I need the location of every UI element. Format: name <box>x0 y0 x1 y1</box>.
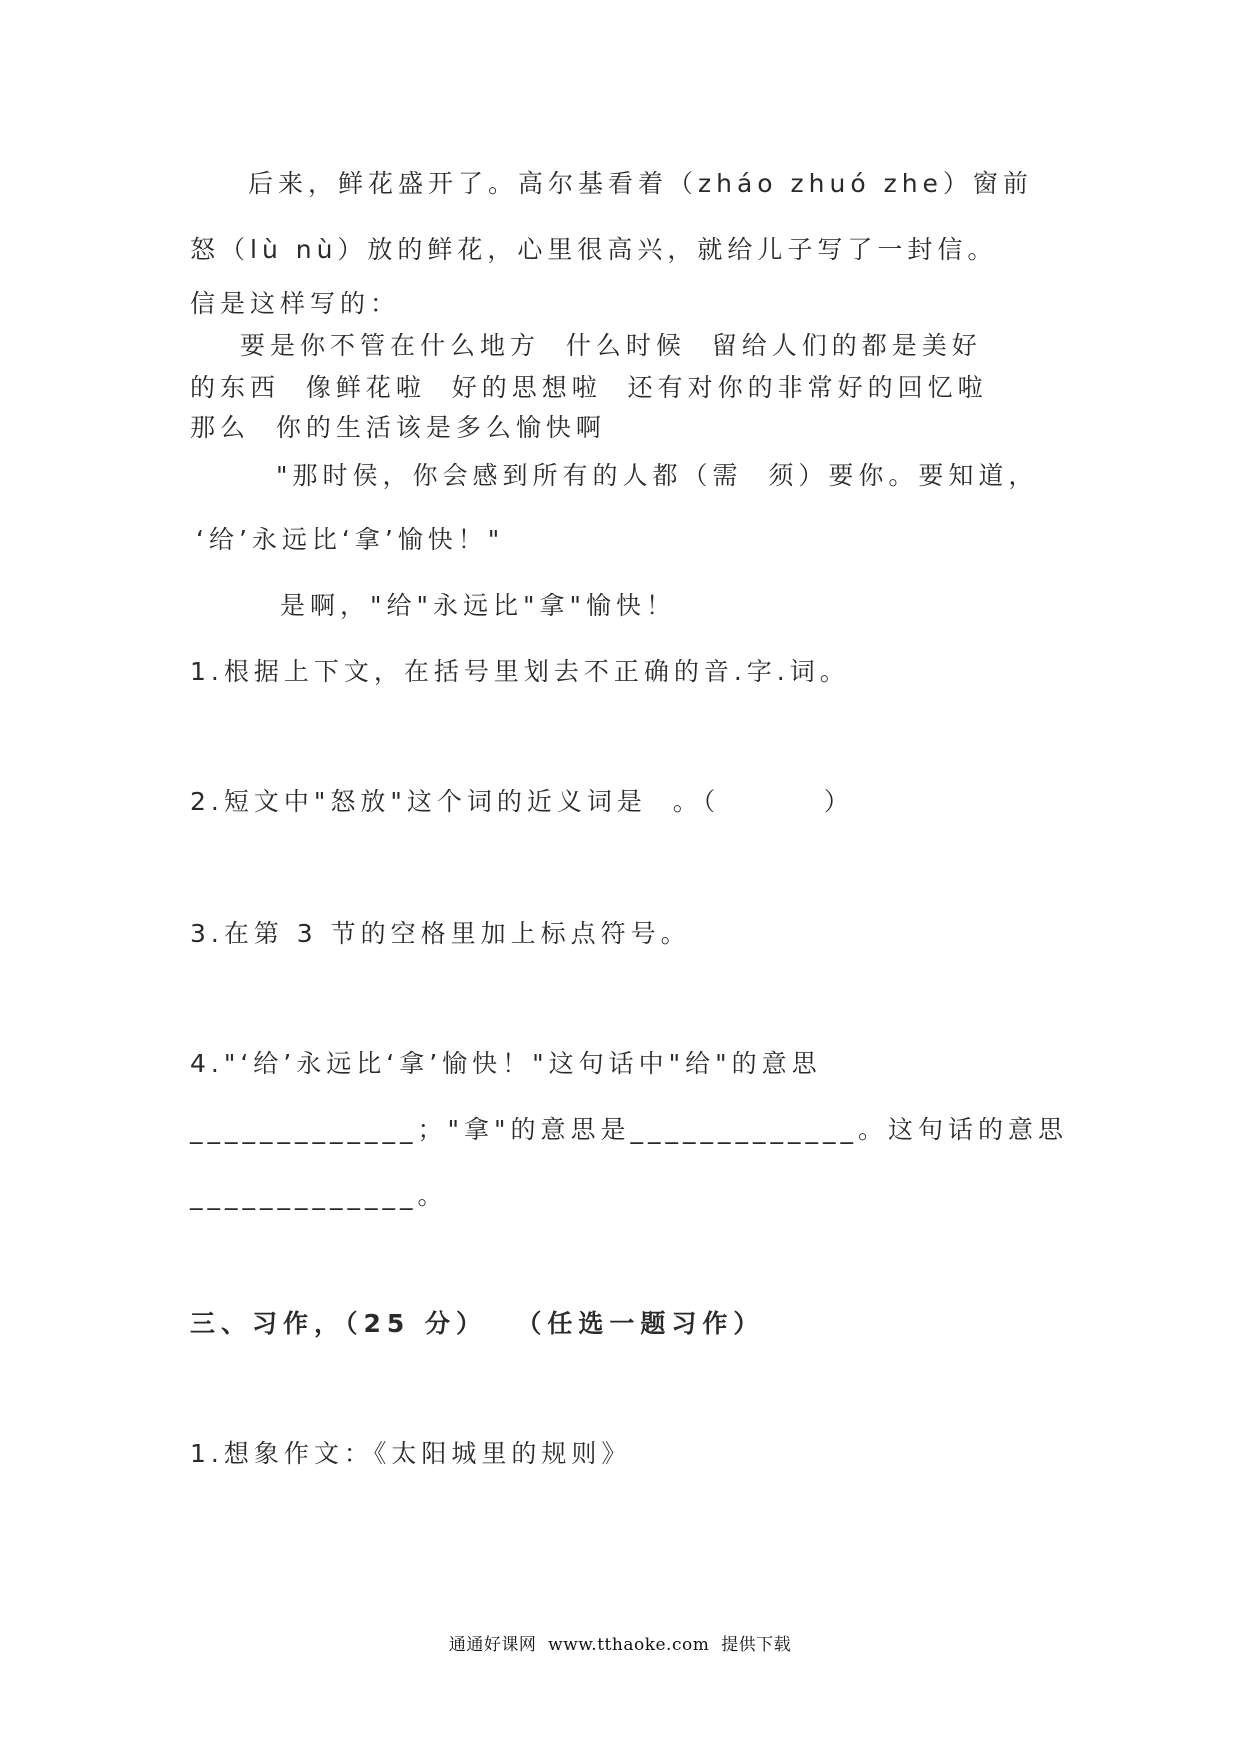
question-4: 4."‘给’永远比‘拿’愉快！"这句话中"给"的意思 <box>190 1049 822 1078</box>
composition-prompt-1: 1.想象作文：《太阳城里的规则》 <box>190 1439 632 1468</box>
passage-line-1: 后来，鲜花盛开了。高尔基看着（zháo zhuó zhe）窗前 <box>248 169 1033 198</box>
passage-line-2: 怒（lù nù）放的鲜花，心里很高兴，就给儿子写了一封信。 <box>190 235 998 264</box>
question-2: 2.短文中"怒放"这个词的近义词是 。（ ） <box>190 787 854 816</box>
section-heading: 三、习作，（25 分） （任选一题习作） <box>190 1309 765 1338</box>
letter-line-3: 那么 你的生活该是多么愉快啊 <box>190 413 606 442</box>
footer-download-note: 通通好课网 www.tthaoke.com 提供下载 <box>448 1635 792 1655</box>
passage-line-7: "那时侯，你会感到所有的人都（需 须）要你。要知道， <box>276 461 1039 490</box>
question-4-end: _____________。 <box>190 1181 448 1210</box>
passage-line-9: 是啊，"给"永远比"拿"愉快！ <box>280 591 676 620</box>
letter-line-1: 要是你不管在什么地方 什么时候 留给人们的都是美好 <box>240 331 982 360</box>
passage-line-8: ‘给’永远比‘拿’愉快！" <box>196 525 505 554</box>
letter-line-2: 的东西 像鲜花啦 好的思想啦 还有对你的非常好的回忆啦 <box>190 373 988 402</box>
question-3: 3.在第 3 节的空格里加上标点符号。 <box>190 919 691 948</box>
question-4-blanks: _____________；"拿"的意思是_____________。这句话的意思 <box>190 1115 1068 1144</box>
passage-line-3: 信是这样写的： <box>190 289 401 318</box>
question-1: 1.根据上下文，在括号里划去不正确的音.字.词。 <box>190 657 850 686</box>
